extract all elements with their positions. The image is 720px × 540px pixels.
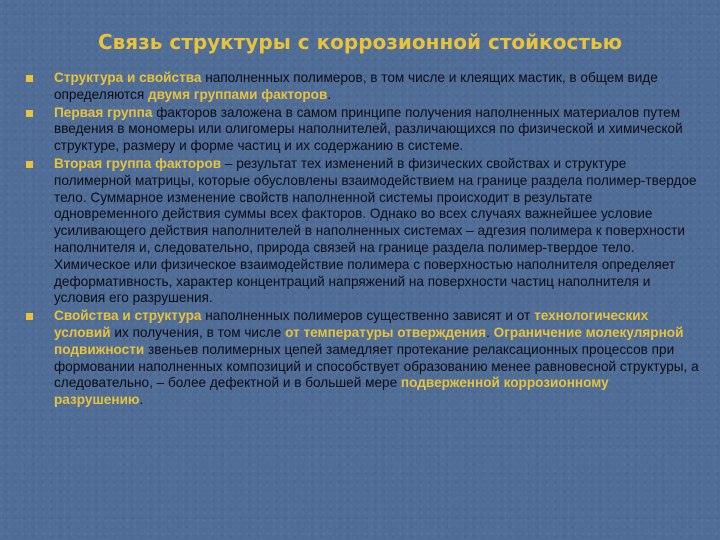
body-text: факторов заложена в самом принципе получения наполненных материалов путем введения в мономеры или олигомеры наполнителей, различающихся по физической и химической структуре, размеру и форме частиц и их содержанию в системе.	[54, 104, 683, 154]
square-bullet-icon	[26, 110, 33, 117]
highlighted-text: Первая группа	[54, 104, 153, 120]
body-text: наполненных полимеров, в том числе и клеящих мастик, в общем виде определяются	[54, 70, 658, 102]
bullet-item	[24, 105, 700, 155]
square-bullet-icon	[26, 161, 33, 168]
bullet-item	[24, 156, 700, 307]
highlighted-text: Вторая группа факторов	[54, 155, 222, 171]
highlighted-text: Свойства и структура	[54, 308, 202, 324]
bullet-list	[24, 70, 700, 410]
square-bullet-icon	[26, 75, 33, 82]
body-text: .	[486, 324, 494, 340]
square-bullet-icon	[26, 313, 33, 320]
body-text: .	[327, 86, 332, 102]
body-text: их получения, в том числе	[110, 324, 286, 340]
bullet-item	[24, 70, 700, 104]
highlighted-text: технологических условий	[54, 308, 649, 340]
bullet-item	[24, 308, 700, 409]
highlighted-text: Структура и свойства	[54, 70, 202, 85]
body-text: наполненных полимеров существенно зависят и от	[201, 308, 535, 324]
highlighted-text: подверженной коррозионному разрушению	[54, 375, 609, 408]
highlighted-text: от температуры отверждения	[285, 324, 487, 340]
slide-title: Связь структуры с коррозионной стойкостью	[97, 30, 623, 54]
body-text: – результат тех изменений в физических свойствах и структуре полимерной матрицы, которые обусловлены взаимодействием на границе раздела полимер-твердое тело. Суммарное изменение свойств наполненной системы происходит в результате одновременного действия суммы всех факторов. Однако во всех случаях важнейшее условие усиливающего действия наполнителей в наполненных системах – адгезия полимера к поверхности наполнителя и, следовательно, природа связей на границе раздела полимер-твердое тело. Химическое или физическое взаимодействие полимера с поверхностью наполнителя определяет деформативность, характер концентраций напряжений на поверхности частиц наполнителя и условия его разрушения.	[54, 155, 697, 306]
body-text: звеньев полимерных цепей замедляет протекание релаксационных процессов при формовании наполненных композиций и способствует образованию менее равновесной структуры, а следовательно, – более дефектной и в большей мере	[54, 341, 699, 391]
body-text: .	[139, 392, 144, 408]
highlighted-text: двумя группами факторов	[147, 86, 328, 102]
highlighted-text: Ограничение молекулярной подвижности	[54, 324, 684, 357]
